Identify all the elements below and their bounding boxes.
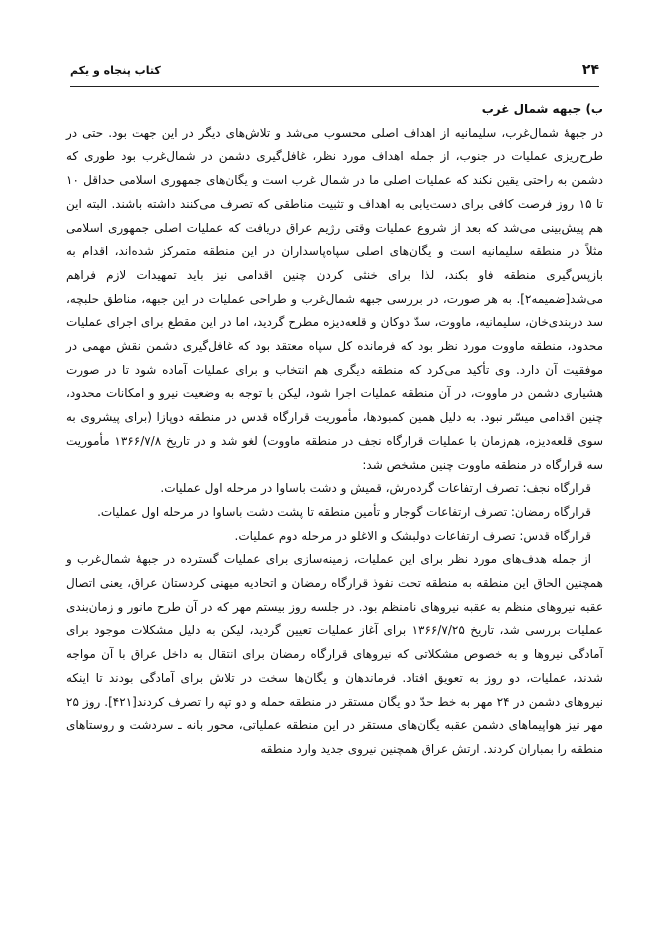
paragraph-objectives: از جمله هدف‌های مورد نظر برای این عملیات، زمینه‌سازی برای عملیات گسترده در جبههٔ شمال‌غرب و همچنین الحاق این منطقه به منطقه تحت نفوذ قرارگاه رمضان و اتحادیه میهنی کردستان عراق، یعنی اتصال عقبه نیروهای منظم به عقبه نیروهای نامنظم بود. در جلسه روز بیستم مهر که در آن طرح مانور و زمان‌بندی عملیات بررسی شد، تاریخ ۱۳۶۶/۷/۲۵ برای آغاز عملیات تعیین گردید، لیکن به دلیل مشکلات موجود برای آمادگی نیروها و به خصوص مشکلاتی که نیروهای قرارگاه رمضان برای انتقال به داخل عراق با آن مواجه شدند، عملیات، دو روز به تعویق افتاد. فرماندهان و یگان‌ها سخت در تلاش برای آمادگی بودند تا اینکه نیروهای دشمن در ۲۴ مهر به خط حدّ دو یگان مستقر در منطقه حمله و دو تپه را تصرف کردند[۴۲۱]. روز ۲۵ مهر نیز هواپیماهای دشمن عقبه یگان‌های مستقر در این منطقه عملیاتی، محور بانه ـ سردشت و روستاهای منطقه را بمباران کردند. ارتش عراق همچنین نیروی جدید وارد منطقه	[66, 552, 603, 756]
page-number: ۲۴	[581, 62, 599, 78]
page-header	[70, 60, 599, 87]
section-heading: ب) جبهه شمال غرب	[481, 102, 603, 116]
paragraph-intro: در جبههٔ شمال‌غرب، سلیمانیه از اهداف اصلی محسوب می‌شد و تلاش‌های دیگر در این جهت بود. حتی در طرح‌ریزی عملیات در جنوب، از جمله اهداف مورد نظر، غافل‌گیری دشمن در شمال‌غرب بود طوری که دشمن به راحتی یقین نکند که عملیات اصلی ما در شمال غرب است و یگان‌های جمهوری اسلامی حداقل ۱۰ تا ۱۵ روز فرصت کافی برای دست‌یابی به اهداف و تثبیت مناطقی که تصرف می‌کنند داشته باشند. البته این هم پیش‌بینی می‌شد که بعد از شروع عملیات وقتی رژیم عراق دریافت که عملیات اصلی جمهوری اسلامی مثلاً در منطقه سلیمانیه است و یگان‌های اصلی سپاه‌پاسداران در این منطقه متمرکز شده‌اند، اقدام به بازپس‌گیری منطقه فاو بکند، لذا برای خنثی کردن چنین اقدامی نیز باید تمهیدات لازم فراهم می‌شد[ضمیمه۲]. به هر صورت، در بررسی جبهه شمال‌غرب و طراحی عملیات در این جبهه، مناطق حلبچه، سد دربندی‌خان، سلیمانیه، ماووت، سدّ دوکان و قلعه‌دیزه مطرح گردید، اما در این مقطع برای اجرای عملیات محدود، منطقه ماووت مورد نظر بود که فرمانده کل سپاه معتقد بود که غافل‌گیری دشمن نقش مهمی در موفقیت آن دارد. وی تأکید می‌کرد که منطقه دیگری هم انتخاب و برای عملیات آماده شود تا در صورت هشیاری دشمن در ماووت، در آن منطقه عملیات اجرا شود، لیکن با توجه به وضعیت نیرو و امکانات محدود، چنین اقدامی میسّر نبود. به دلیل همین کمبودها، مأموریت قرارگاه قدس در منطقه دوپازا (برای پیشروی به سوی قلعه‌دیزه، هم‌زمان با عملیات قرارگاه نجف در منطقه ماووت) لغو شد و در تاریخ ۱۳۶۶/۷/۸ مأموریت سه قرارگاه در منطقه ماووت چنین مشخص شد:	[66, 125, 603, 472]
hq-mission-quds: قرارگاه قدس: تصرف ارتفاعات دولبشک و الاغلو در مرحله دوم عملیات.	[234, 528, 591, 543]
hq-mission-najaf: قرارگاه نجف: تصرف ارتفاعات گرده‌رش، قمیش و دشت باساوا در مرحله اول عملیات.	[160, 481, 591, 496]
page-body	[66, 98, 603, 762]
book-title: کتاب پنجاه و یکم	[70, 64, 161, 77]
hq-mission-ramadan: قرارگاه رمضان: تصرف ارتفاعات گوجار و تأمین منطقه تا پشت دشت باساوا در مرحله اول عملیات.	[97, 504, 591, 519]
